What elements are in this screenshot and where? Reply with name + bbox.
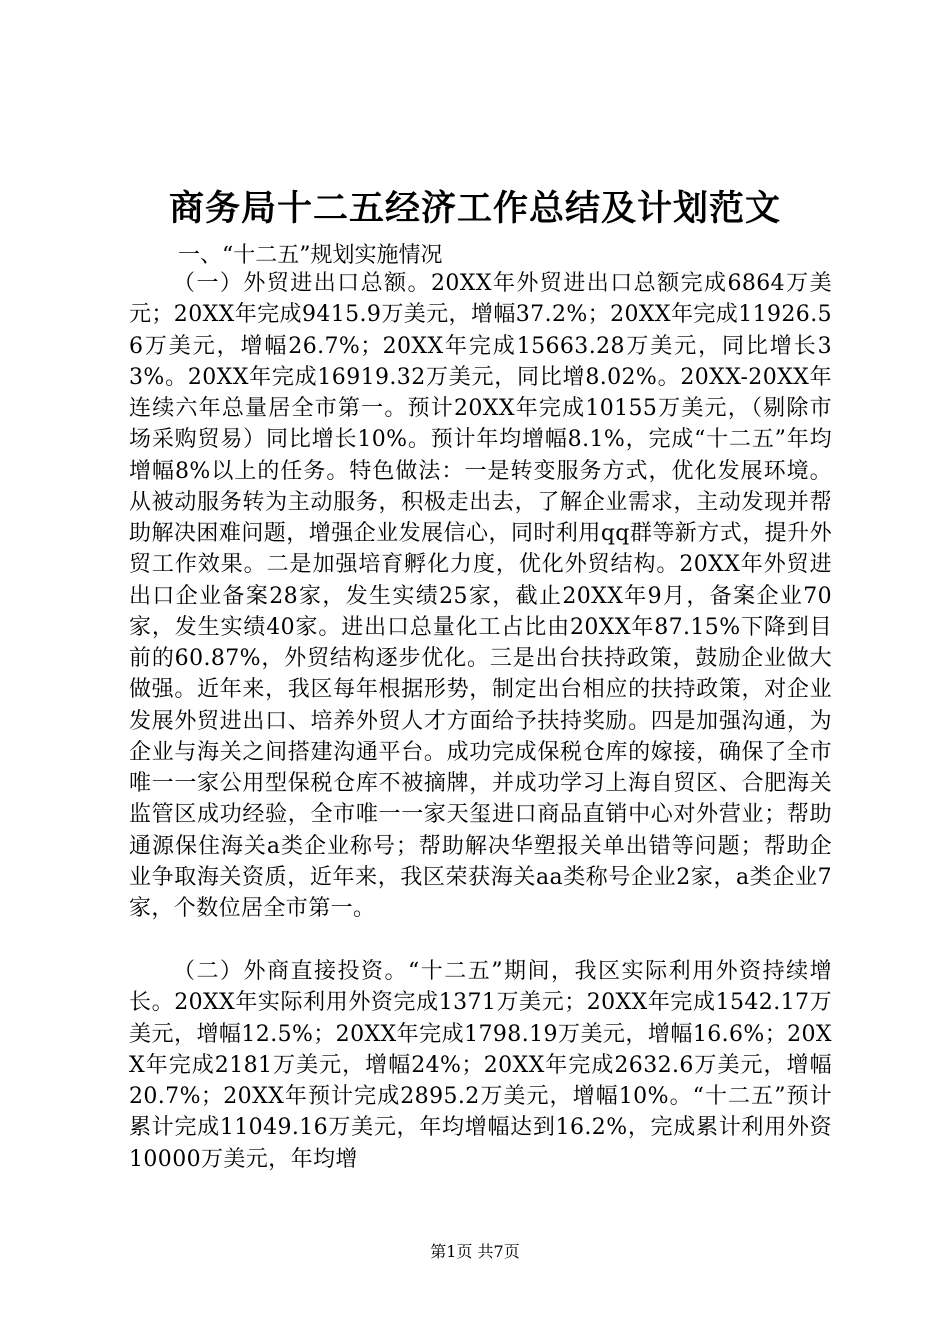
paragraph-foreign-trade: （一）外贸进出口总额。20XX年外贸进出口总额完成6864万美元；20XX年完成9415.9万美元，增幅37.2%；20XX年完成11926.56万美元，增幅26.7%；20XX年完成15663.28万美元，同比增长33%。20XX年完成16919.32万美元，同比增8.02%。20XX-20XX年连续六年总量居全市第一。预计20XX年完成10155万美元，（剔除市场采购贸易）同比增长10%。预计年均增幅8.1%，完成“十二五”年均增幅8%以上的任务。特色做法：一是转变服务方式，优化发展环境。从被动服务转为主动服务，积极走出去，了解企业需求，主动发现并帮助解决困难问题，增强企业发展信心，同时利用qq群等新方式，提升外贸工作效果。二是加强培育孵化力度，优化外贸结构。20XX年外贸进出口企业备案28家，发生实绩25家，截止20XX年9月，备案企业70家，发生实绩40家。进出口总量化工占比由20XX年87.15%下降到目前的60.87%，外贸结构逐步优化。三是出台扶持政策，鼓励企业做大做强。近年来，我区每年根据形势，制定出台相应的扶持政策，对企业发展外贸进出口、培养外贸人才方面给予扶持奖励。四是加强沟通，为企业与海关之间搭建沟通平台。成功完成保税仓库的嫁接，确保了全市唯一一家公用型保税仓库不被摘牌，并成功学习上海自贸区、合肥海关监管区成功经验，全市唯一一家天玺进口商品直销中心对外营业；帮助通源保住海关a类企业称号；帮助解决华塑报关单出错等问题；帮助企业争取海关资质，近年来，我区荣获海关aa类称号企业2家，a类企业7家，个数位居全市第一。	[129, 271, 832, 921]
document-title: 商务局十二五经济工作总结及计划范文	[168, 188, 781, 229]
section-heading: 一、“十二五”规划实施情况	[178, 243, 443, 268]
paragraph-foreign-investment: （二）外商直接投资。“十二五”期间，我区实际利用外资持续增长。20XX年实际利用外资完成1371万美元；20XX年完成1542.17万美元，增幅12.5%；20XX年完成1798.19万美元，增幅16.6%；20XX年完成2181万美元，增幅24%；20XX年完成2632.6万美元，增幅20.7%；20XX年预计完成2895.2万美元，增幅10%。“十二五”预计累计完成11049.16万美元，年均增幅达到16.2%，完成累计利用外资10000万美元，年均增	[129, 959, 832, 1172]
page-footer: 第1页 共7页	[430, 1242, 520, 1261]
